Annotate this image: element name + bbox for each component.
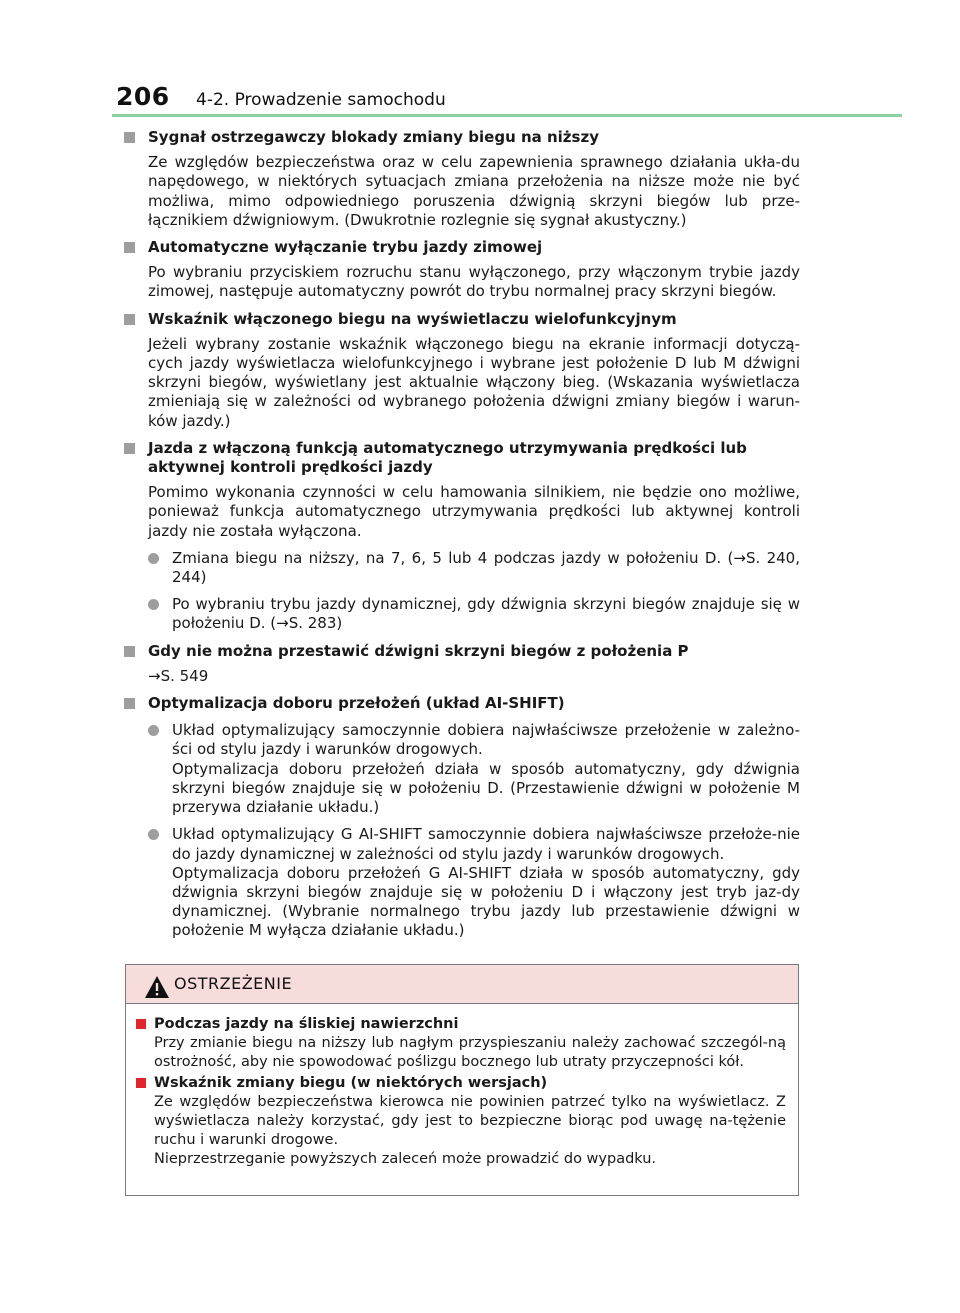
item-title: Jazda z włączoną funkcją automatycznego utrzymywania prędkości lub aktywnej kontroli prędkości jazdy xyxy=(148,438,747,477)
red-square-icon xyxy=(136,1019,146,1029)
item-downshift-warning xyxy=(124,128,800,230)
warning-body xyxy=(136,1015,786,1171)
list-item: Zmiana biegu na niższy, na 7, 6, 5 lub 4 podczas jazdy w położeniu D. (→S. 240, 244) xyxy=(124,549,800,587)
item-text: Po wybraniu przyciskiem rozruchu stanu wyłączonego, przy włączonym trybie jazdy zimowej, następuje automatyczny powrót do trybu normalnej pracy skrzyni biegów. xyxy=(148,263,800,301)
gray-dot-icon xyxy=(148,829,159,840)
warning-box xyxy=(125,964,799,1196)
gray-square-icon xyxy=(124,646,135,657)
warning-title: OSTRZEŻENIE xyxy=(174,974,293,993)
item-park-release xyxy=(124,642,800,686)
section-title: 4-2. Prowadzenie samochodu xyxy=(196,90,446,110)
item-text: Ze względów bezpieczeństwa oraz w celu zapewnienia sprawnego działania ukła-du napędowego, w niektórych sytuacjach zmiana przełożenia na niższe może nie być możliwa, mimo odpowiedniego poruszenia dźwignią skrzyni biegów lub prze-łącznikiem dźwigniowym. (Dwukrotnie rozlegnie się sygnał akustyczny.) xyxy=(148,153,800,229)
item-title: Automatyczne wyłączanie trybu jazdy zimowej xyxy=(148,238,543,257)
list-item: Układ optymalizujący samoczynnie dobiera najwłaściwsze przełożenie w zależno-ści od stylu jazdy i warunków drogowych. Optymalizacja doboru przełożeń działa w sposób automatyczny, gdy dźwignia skrzyni biegów znajduje się w położeniu D. (Przestawienie dźwigni w położenie M przerywa działanie układu.) xyxy=(124,721,800,817)
gray-square-icon xyxy=(124,698,135,709)
red-square-icon xyxy=(136,1078,146,1088)
main-content xyxy=(124,128,800,949)
gray-square-icon xyxy=(124,242,135,253)
list-item: Po wybraniu trybu jazdy dynamicznej, gdy dźwignia skrzyni biegów znajduje się w położeniu D. (→S. 283) xyxy=(124,595,800,633)
warning-triangle-icon xyxy=(144,975,170,999)
page-header xyxy=(112,80,902,118)
page-number: 206 xyxy=(116,82,170,111)
warning-item: Podczas jazdy na śliskiej nawierzchni Przy zmianie biegu na niższy lub nagłym przyspieszaniu należy zachować szczegól-ną ostrożność, aby nie spowodować poślizgu bocznego lub utraty przyczepności kół. xyxy=(136,1015,786,1072)
item-title: Optymalizacja doboru przełożeń (układ AI-SHIFT) xyxy=(148,694,565,713)
item-text: Pomimo wykonania czynności w celu hamowania silnikiem, nie będzie ono możliwe, ponieważ funkcja automatycznego utrzymywania prędkości lub aktywnej kontroli jazdy nie została wyłączona. xyxy=(148,483,800,540)
list-item: Układ optymalizujący G AI-SHIFT samoczynnie dobiera najwłaściwsze przełoże-nie do jazdy dynamicznej w zależności od stylu jazdy i warunków drogowych. Optymalizacja doboru przełożeń G AI-SHIFT działa w sposób automatyczny, gdy dźwignia skrzyni biegów znajduje się w położeniu D i włączony jest tryb jaz-dy dynamicznej. (Wybranie normalnego trybu jazdy lub przestawienie dźwigni w położenie M wyłącza działanie układu.) xyxy=(124,825,800,940)
item-gear-indicator xyxy=(124,310,800,431)
gray-dot-icon xyxy=(148,599,159,610)
header-divider xyxy=(112,114,902,117)
item-title: Gdy nie można przestawić dźwigni skrzyni biegów z położenia P xyxy=(148,641,689,660)
item-title: Sygnał ostrzegawczy blokady zmiany biegu na niższy xyxy=(148,128,599,146)
gray-square-icon xyxy=(124,132,135,143)
warning-item: Wskaźnik zmiany biegu (w niektórych wersjach) Ze względów bezpieczeństwa kierowca nie powinien patrzeć tylko na wyświetlacz. Z wyświetlacza należy korzystać, gdy jest to bezpieczne biorąc pod uwagę na-tężenie ruchu i warunki drogowe. Nieprzestrzeganie powyższych zaleceń może prowadzić do wypadku. xyxy=(136,1074,786,1169)
warning-header xyxy=(126,965,798,1004)
gray-square-icon xyxy=(124,314,135,325)
gray-square-icon xyxy=(124,443,135,454)
gray-dot-icon xyxy=(148,725,159,736)
page-reference: →S. 549 xyxy=(148,666,209,685)
item-cruise-control xyxy=(124,439,800,634)
item-winter-mode xyxy=(124,238,800,302)
item-title: Wskaźnik włączonego biegu na wyświetlaczu wielofunkcyjnym xyxy=(148,309,677,328)
gray-dot-icon xyxy=(148,553,159,564)
item-text: Jeżeli wybrany zostanie wskaźnik włączonego biegu na ekranie informacji dotyczą-cych jazdy wyświetlacza wielofunkcyjnego i wybrane jest położenie D lub M dźwigni skrzyni biegów, wyświetlany jest aktualnie włączony bieg. (Wskazania wyświetlacza zmieniają się w zależności od wybranego położenia dźwigni zmiany biegów i warun-ków jazdy.) xyxy=(148,334,800,430)
item-ai-shift xyxy=(124,694,800,940)
